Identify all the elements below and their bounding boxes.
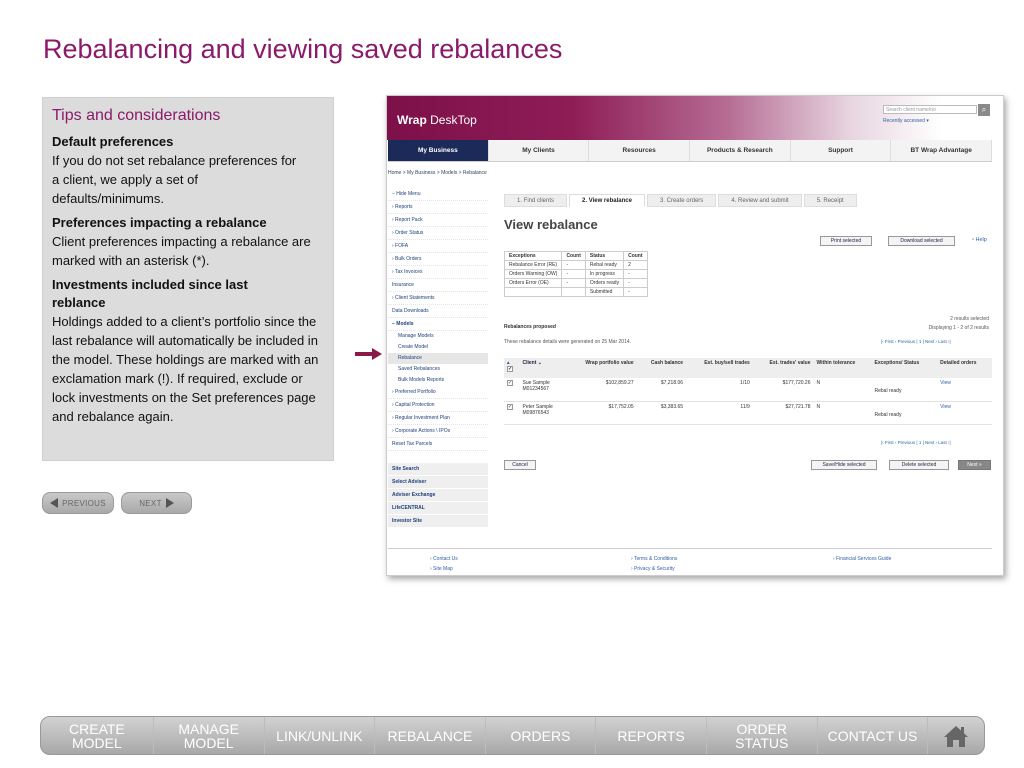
tab-review-submit[interactable]: 4. Review and submit — [718, 194, 801, 207]
footer-divider — [388, 548, 992, 549]
tolerance-cell: N — [813, 401, 871, 424]
nav-my-business[interactable]: My Business — [388, 140, 489, 161]
exc-cell: - — [624, 279, 647, 288]
print-selected-button[interactable]: Print selected — [820, 236, 872, 246]
col-header: Est. buy/sell trades — [686, 358, 753, 378]
left-menu-item[interactable]: − Hide Menu — [388, 188, 488, 201]
row-select-cell — [504, 401, 520, 424]
previous-button[interactable] — [42, 492, 114, 514]
rebalances-proposed-heading: Rebalances proposed — [504, 324, 556, 330]
recently-accessed-link[interactable]: Recently accessed ▾ — [883, 118, 929, 124]
exc-cell: In progress — [585, 270, 623, 279]
footer-site-map[interactable]: › Site Map — [430, 566, 453, 572]
tip-body-investments-included: Holdings added to a client’s portfolio since the last rebalance will automatically be included in the model. These holdings are marked with an exclamation mark (!). If required, exclude or lock investments on the Set preferences page and rebalance again. — [52, 314, 319, 424]
trades-cell: 11/9 — [686, 401, 753, 424]
view-link[interactable]: View — [940, 403, 951, 410]
table-row — [504, 401, 992, 424]
exceptions-table — [504, 251, 648, 297]
exc-row — [505, 261, 648, 270]
select-all-cell: ▴ ✓ — [504, 358, 520, 378]
tab-find-clients[interactable]: 1. Find clients — [504, 194, 567, 207]
exc-cell: Orders ready — [585, 279, 623, 288]
app-header — [387, 96, 1003, 140]
client-name: Peter Sample — [522, 403, 553, 410]
nav-order-status[interactable]: ORDER STATUS — [707, 717, 818, 754]
exc-header: Exceptions — [505, 252, 562, 261]
exc-row — [505, 288, 648, 297]
delete-selected-button[interactable]: Delete selected — [889, 460, 949, 470]
save-hide-selected-button[interactable]: Save/Hide selected — [811, 460, 877, 470]
left-menu-item[interactable]: › Tax Invoices — [388, 266, 488, 279]
left-menu-item[interactable]: Saved Rebalances — [398, 366, 440, 372]
left-menu-item[interactable]: Manage Models — [398, 333, 434, 339]
table-row — [504, 378, 992, 401]
footer-contact-us[interactable]: › Contact Us — [430, 556, 458, 562]
tip-title-investments-included: Investments included since last reblance — [52, 277, 248, 310]
status-cell — [872, 401, 938, 424]
col-header: Cash balance — [637, 358, 686, 378]
brand-logo: Wrap DeskTop — [397, 113, 477, 127]
tips-heading: Tips and considerations — [52, 107, 221, 124]
cash-balance-cell: $7,218.06 — [637, 378, 686, 401]
displaying-count: Displaying 1 - 2 of 2 results — [928, 325, 989, 331]
search-icon[interactable]: ⌕ — [978, 104, 990, 116]
pagination-top[interactable]: |‹ First ‹ Previous | 1 | Next › Last ›| — [881, 339, 951, 344]
results-selected: 2 results selected — [950, 316, 989, 322]
nav-manage-model[interactable]: MANAGE MODEL — [154, 717, 265, 754]
left-menu-item[interactable]: Insurance — [388, 279, 488, 292]
exc-cell: Rebalance Error (RE) — [505, 261, 562, 270]
exc-header: Count — [562, 252, 585, 261]
help-link[interactable]: ▫ Help — [972, 237, 987, 243]
nav-bt-wrap-advantage[interactable]: BT Wrap Advantage — [891, 140, 992, 161]
top-nav — [388, 140, 992, 162]
home-button[interactable] — [928, 717, 984, 754]
trades-value-cell: $27,721.78 — [753, 401, 814, 424]
client-cell — [520, 401, 567, 424]
left-menu-item[interactable]: › Reports — [388, 201, 488, 214]
left-menu-item[interactable]: › Report Pack — [388, 214, 488, 227]
col-header[interactable]: Client ⌄ — [520, 358, 567, 378]
row-checkbox[interactable]: ✓ — [508, 403, 513, 410]
select-all-checkbox[interactable]: ✓ — [508, 366, 513, 372]
col-header: Detailed orders — [937, 358, 992, 378]
client-search-input[interactable]: Search client name/no — [883, 105, 977, 114]
app-screenshot — [386, 95, 1004, 576]
exc-cell: Submitted — [585, 288, 623, 297]
nav-support[interactable]: Support — [791, 140, 892, 161]
left-menu-item[interactable]: › Capital Protection — [388, 399, 488, 412]
trades-value-cell: $177,720.26 — [753, 378, 814, 401]
left-menu-item[interactable]: Site Search — [388, 463, 488, 476]
exc-cell: Orders Warning (OW) — [505, 270, 562, 279]
col-header: Wrap portfolio value — [566, 358, 636, 378]
status-cell — [872, 378, 938, 401]
col-header: Est. trades' value — [753, 358, 814, 378]
tolerance-cell: N — [813, 378, 871, 401]
left-menu-item[interactable]: › FOFA — [388, 240, 488, 253]
left-menu-item[interactable]: Select Adviser — [388, 476, 488, 489]
left-menu — [388, 188, 488, 528]
previous-label: PREVIOUS — [62, 498, 106, 508]
tab-receipt[interactable]: 5. Receipt — [804, 194, 857, 207]
left-menu-item[interactable]: › Corporate Actions \ IPOs — [388, 425, 488, 438]
status-text: Rebal ready — [874, 411, 902, 418]
row-checkbox[interactable]: ✓ — [508, 380, 513, 386]
nav-reports[interactable]: REPORTS — [596, 717, 707, 754]
footer-privacy[interactable]: › Privacy & Security — [631, 566, 675, 572]
tab-view-rebalance[interactable]: 2. View rebalance — [569, 194, 645, 207]
exc-cell: - — [562, 261, 585, 270]
tip-title-preferences-impacting: Preferences impacting a rebalance — [52, 215, 267, 230]
generated-note: These rebalance details were generated on 25 Mar 2014. — [504, 339, 632, 345]
nav-resources[interactable]: Resources — [589, 140, 690, 161]
breadcrumb[interactable]: Home > My Business > Models > Rebalance — [388, 170, 487, 176]
bottom-nav — [40, 716, 985, 755]
exc-header: Status — [585, 252, 623, 261]
detail-cell — [937, 378, 992, 401]
next-step-button[interactable]: Next » — [958, 460, 991, 470]
cash-balance-cell: $3,383.65 — [637, 401, 686, 424]
col-header: Exceptions/ Status — [872, 358, 938, 378]
home-icon — [942, 724, 970, 748]
footer-fsg[interactable]: › Financial Services Guide — [833, 556, 892, 562]
left-menu-item[interactable]: Adviser Exchange — [388, 489, 488, 502]
wrap-value-cell: $102,859.27 — [566, 378, 636, 401]
exc-cell: 2 — [624, 261, 647, 270]
left-menu-item[interactable]: › Preferred Portfolio — [388, 386, 488, 399]
client-id: M01234567 — [522, 386, 549, 392]
left-menu-item[interactable]: › Regular Investment Plan — [388, 412, 488, 425]
nav-products-research[interactable]: Products & Research — [690, 140, 791, 161]
next-arrow-icon — [166, 498, 174, 508]
previous-arrow-icon — [50, 498, 58, 508]
left-menu-item[interactable]: Rebalance — [388, 353, 488, 364]
nav-my-clients[interactable]: My Clients — [489, 140, 590, 161]
left-menu-item[interactable]: Data Downloads — [388, 305, 488, 318]
footer-terms[interactable]: › Terms & Conditions — [631, 556, 678, 562]
page-title: Rebalancing and viewing saved rebalances — [43, 34, 563, 64]
left-menu-item[interactable]: Bulk Models Reports — [398, 377, 445, 383]
left-menu-item[interactable]: LifeCENTRAL — [388, 502, 488, 515]
tip-body-default-preferences: If you do not set rebalance preferences for a client, we apply a set of defaults/minimums. — [52, 153, 297, 206]
cancel-button[interactable]: Cancel — [504, 460, 536, 470]
trades-cell: 1/10 — [686, 378, 753, 401]
tip-body-preferences-impacting: Client preferences impacting a rebalance are marked with an asterisk (*). — [52, 234, 311, 268]
nav-create-model[interactable]: CREATE MODEL — [41, 717, 154, 754]
left-menu-item[interactable]: Investor Site — [388, 515, 488, 528]
view-rebalance-title: View rebalance — [504, 217, 598, 232]
wrap-value-cell: $17,752.05 — [566, 401, 636, 424]
nav-contact-us[interactable]: CONTACT US — [818, 717, 929, 754]
view-link[interactable]: View — [940, 380, 951, 386]
left-menu-item[interactable]: › Order Status — [388, 227, 488, 240]
col-header: Within tolerance — [813, 358, 871, 378]
next-label: NEXT — [139, 498, 162, 508]
exc-cell — [505, 288, 562, 297]
rebalance-table — [504, 358, 992, 425]
detail-cell — [937, 401, 992, 424]
tips-panel — [42, 97, 334, 461]
tab-create-orders[interactable]: 3. Create orders — [647, 194, 716, 207]
exc-row — [505, 279, 648, 288]
left-menu-item[interactable]: › Bulk Orders — [388, 253, 488, 266]
exc-row — [505, 270, 648, 279]
next-button[interactable] — [121, 492, 192, 514]
exc-cell: - — [562, 270, 585, 279]
exc-header: Count — [624, 252, 647, 261]
tip-title-default-preferences: Default preferences — [52, 134, 174, 149]
download-selected-button[interactable]: Download selected — [888, 236, 955, 246]
pagination-bottom[interactable]: |‹ First ‹ Previous | 1 | Next › Last ›| — [881, 440, 951, 445]
exc-cell: - — [624, 270, 647, 279]
pointer-arrow-icon — [355, 348, 383, 360]
exc-cell: - — [562, 279, 585, 288]
left-menu-item[interactable]: − Models — [388, 318, 488, 331]
exc-cell: Orders Error (OE) — [505, 279, 562, 288]
exc-cell — [562, 288, 585, 297]
exc-cell: Rebal ready — [585, 261, 623, 270]
nav-link-unlink[interactable]: LINK/UNLINK — [265, 717, 376, 754]
client-id: M09876543 — [522, 409, 549, 416]
wizard-tabs — [504, 194, 857, 207]
left-menu-item[interactable]: Create Model — [398, 344, 429, 350]
help-icon: ▫ — [972, 237, 974, 243]
client-name: Sue Sample — [522, 380, 550, 386]
left-menu-item[interactable]: › Client Statements — [388, 292, 488, 305]
nav-orders[interactable]: ORDERS — [486, 717, 597, 754]
status-text: Rebal ready — [874, 388, 902, 394]
nav-rebalance[interactable]: REBALANCE — [375, 717, 486, 754]
left-menu-item[interactable]: Reset Tax Parcels — [388, 438, 488, 451]
exc-cell: - — [624, 288, 647, 297]
client-cell — [520, 378, 567, 401]
row-select-cell — [504, 378, 520, 401]
